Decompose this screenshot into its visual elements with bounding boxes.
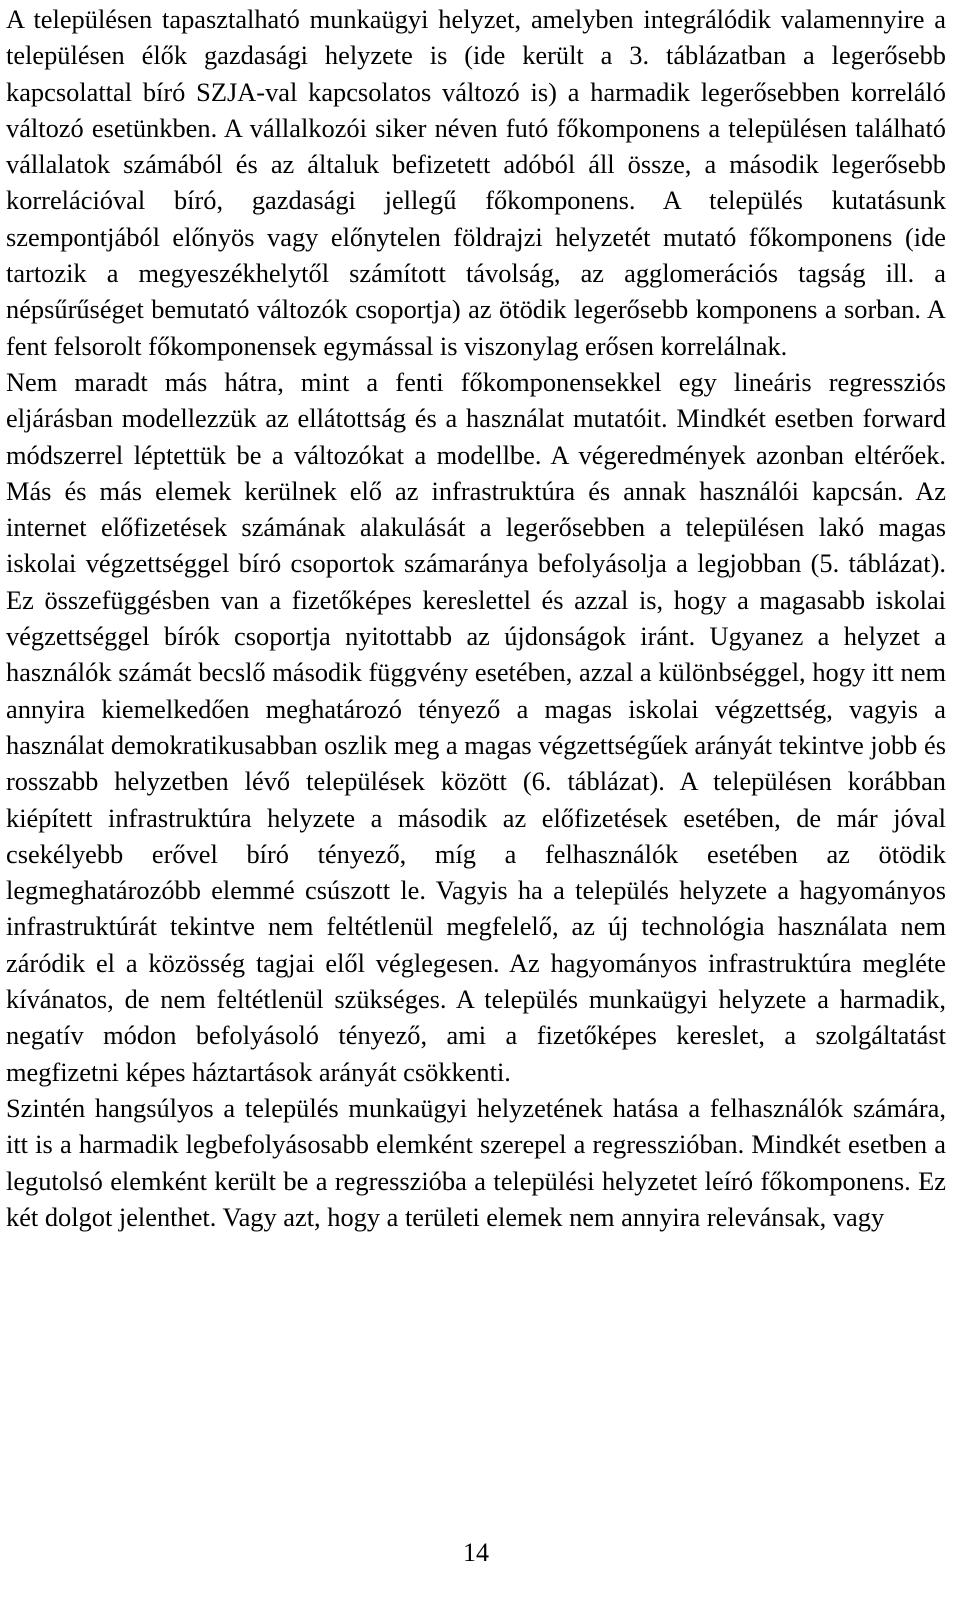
paragraph-2: Nem maradt más hátra, mint a fenti főkomponensekkel egy lineáris regressziós eljárásban modellezzük az ellátottság és a használat mutatóit. Mindkét esetben forward módszerrel léptettük be a változókat a modellbe. A végeredmények azonban eltérőek. Más és más elemek kerülnek elő az infrastruktúra és annak használói kapcsán. Az internet előfizetések számának alakulását a legerősebben a településen lakó magas iskolai végzettséggel bíró csoportok számaránya befolyásolja a legjobban (5. táblázat). Ez összefüggésben van a fizetőképes kereslettel és azzal is, hogy a magasabb iskolai végzettséggel bírók csoportja nyitottabb az újdonságok iránt. Ugyanez a helyzet a használók számát becslő második függvény esetében, azzal a különbséggel, hogy itt nem annyira kiemelkedően meghatározó tényező a magas iskolai végzettség, vagyis a használat demokratikusabban oszlik meg a magas végzettségűek arányát tekintve jobb és rosszabb helyzetben lévő települések között (6. táblázat). A településen korábban kiépített infrastruktúra helyzete a második az előfizetések esetében, de már jóval csekélyebb erővel bíró tényező, míg a felhasználók esetében az ötödik legmeghatározóbb elemmé csúszott le. Vagyis ha a település helyzete a hagyományos infrastruktúrát tekintve nem feltétlenül megfelelő, az új technológia használata nem záródik el a közösség tagjai elől véglegesen. Az hagyományos infrastruktúra megléte kívánatos, de nem feltétlenül szükséges. A település munkaügyi helyzete a harmadik, negatív módon befolyásoló tényező, ami a fizetőképes kereslet, a szolgáltatást megfizetni képes háztartások arányát csökkenti. bbox=[6, 366, 946, 1087]
body-text bbox=[6, 0, 946, 1235]
page-number: 14 bbox=[463, 1538, 489, 1567]
paragraph-3: Szintén hangsúlyos a település munkaügyi helyzetének hatása a felhasználók számára, itt is a harmadik legbefolyásosabb elemként szerepel a regresszióban. Mindkét esetben a legutolsó elemként került be a regresszióba a települési helyzetet leíró főkomponens. Ez két dolgot jelenthet. Vagy azt, hogy a területi elemek nem annyira relevánsak, vagy bbox=[6, 1092, 946, 1232]
paragraph-1: A településen tapasztalható munkaügyi helyzet, amelyben integrálódik valamennyire a településen élők gazdasági helyzete is (ide került a 3. táblázatban a legerősebb kapcsolattal bíró SZJA-val kapcsolatos változó is) a harmadik legerősebben korreláló változó esetünkben. A vállalkozói siker néven futó főkomponens a településen található vállalatok számából és az általuk befizetett adóból áll össze, a második legerősebb korrelációval bíró, gazdasági jellegű főkomponens. A település kutatásunk szempontjából előnyös vagy előnytelen földrajzi helyzetét mutató főkomponens (ide tartozik a megyeszékhelytől számított távolság, az agglomerációs tagság ill. a népsűrűséget bemutató változók csoportja) az ötödik legerősebb komponens a sorban. A fent felsorolt főkomponensek egymással is viszonylag erősen korrelálnak. bbox=[6, 4, 946, 361]
document-page bbox=[6, 0, 946, 1602]
